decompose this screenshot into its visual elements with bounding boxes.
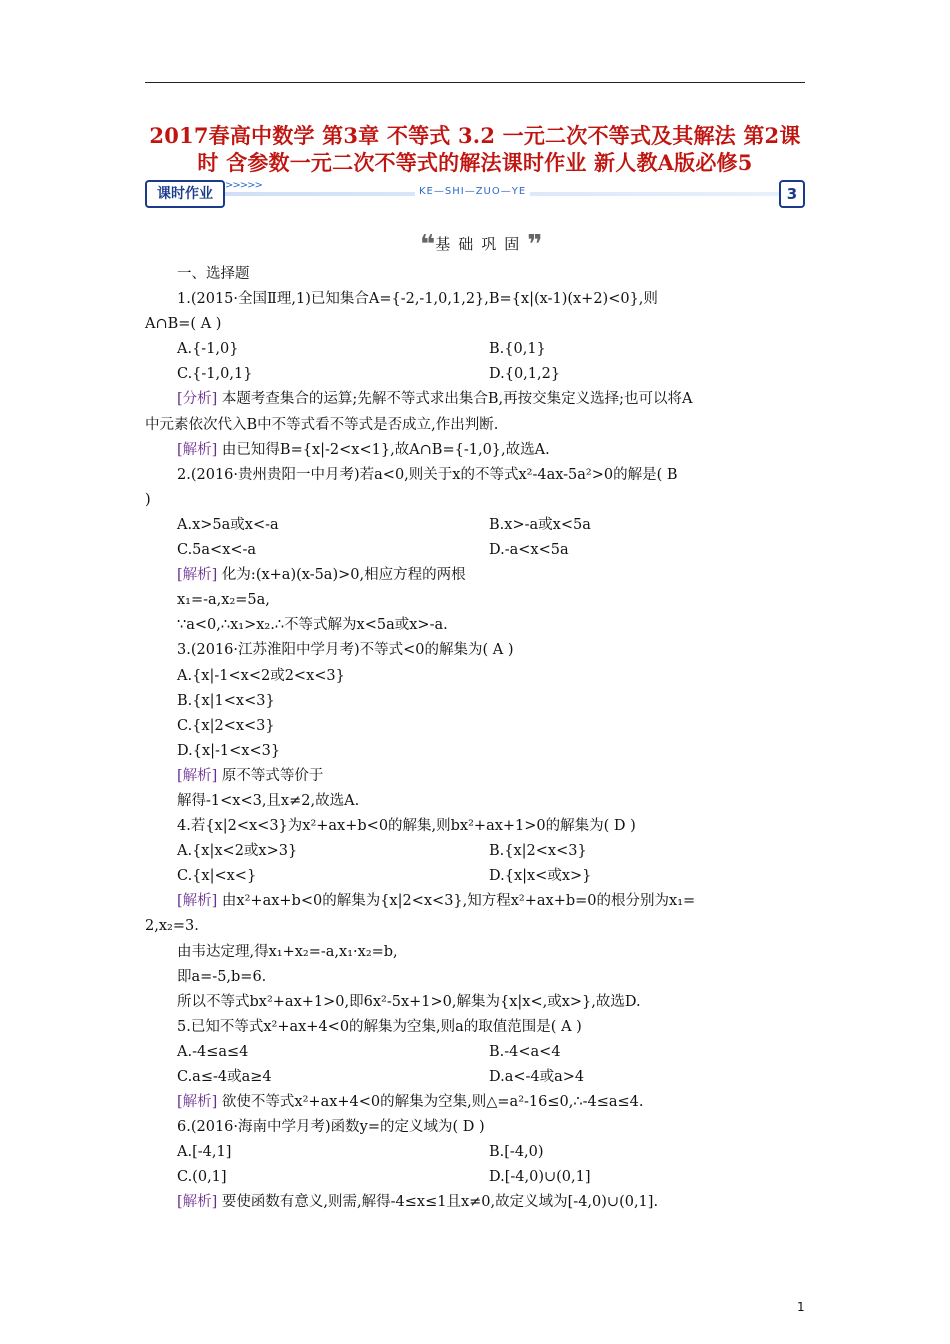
option-left: C.5a<x<-a	[177, 542, 257, 559]
header-rule	[145, 82, 805, 83]
option-left: A.{-1,0}	[177, 341, 239, 358]
answer-tag: [解析]	[177, 893, 218, 910]
text-line	[145, 513, 807, 538]
text-line	[145, 1065, 807, 1090]
option-right: D.{0,1,2}	[489, 366, 561, 383]
text-line	[145, 488, 807, 513]
text-line	[145, 1140, 807, 1165]
text-line	[145, 538, 807, 563]
option-right: B.{x|2<x<3}	[489, 843, 587, 860]
text-line	[145, 1115, 807, 1140]
line-text: 由韦达定理,得x₁+x₂=-a,x₁·x₂=b,	[177, 943, 398, 960]
line-text: 4.若{x|2<x<3}为x²+ax+b<0的解集,则bx²+ax+1>0的解集为( D )	[177, 818, 636, 835]
text-line	[145, 387, 807, 412]
line-text: 欲使不等式x²+ax+4<0的解集为空集,则△=a²-16≤0,∴-4≤a≤4.	[217, 1094, 644, 1111]
text-line	[145, 312, 807, 337]
text-line	[145, 714, 807, 739]
line-text: D.{x|-1<x<3}	[177, 742, 281, 759]
text-line	[145, 413, 807, 438]
exercise-body	[145, 262, 807, 1216]
answer-tag: [解析]	[177, 567, 218, 584]
text-line	[145, 990, 807, 1015]
option-left: A.{x|x<2或x>3}	[177, 843, 298, 860]
page-title: 2017春高中数学 第3章 不等式 3.2 一元二次不等式及其解法 第2课时 含参数一元二次不等式的解法课时作业 新人教A版必修5	[149, 123, 801, 175]
text-line	[145, 1040, 807, 1065]
text-line	[145, 362, 807, 387]
option-left: A.-4≤a≤4	[177, 1043, 249, 1060]
text-line	[145, 563, 807, 588]
option-left: A.[-4,1]	[177, 1144, 232, 1161]
section-heading	[420, 230, 543, 260]
line-text: A.{x|-1<x<2或2<x<3}	[177, 667, 345, 684]
option-left: A.x>5a或x<-a	[177, 516, 279, 533]
text-line	[145, 613, 807, 638]
line-text: 2,x₂=3.	[145, 918, 199, 935]
banner-arrows: >>>>>	[225, 180, 262, 191]
line-text: A∩B=( A )	[145, 316, 222, 333]
line-text: 中元素依次代入B中不等式看不等式是否成立,作出判断.	[145, 416, 499, 433]
text-line	[145, 588, 807, 613]
text-line	[145, 638, 807, 663]
line-text: 6.(2016·海南中学月考)函数y=的定义域为( D )	[177, 1119, 485, 1136]
option-left: C.{x|<x<}	[177, 868, 257, 885]
text-line	[145, 337, 807, 362]
line-text: 一、选择题	[177, 266, 250, 282]
line-text: ∵a<0,∴x₁>x₂.∴不等式解为x<5a或x>-a.	[177, 617, 448, 634]
option-right: D.-a<x<5a	[489, 542, 569, 559]
text-line	[145, 287, 807, 312]
text-line	[145, 262, 807, 287]
text-line	[145, 889, 807, 914]
line-text: 所以不等式bx²+ax+1>0,即6x²-5x+1>0,解集为{x|x<,或x>},故选D.	[177, 993, 641, 1010]
text-line	[145, 438, 807, 463]
line-text: 化为:(x+a)(x-5a)>0,相应方程的两根	[217, 567, 466, 584]
option-right: B.-4<a<4	[489, 1043, 561, 1060]
line-text: 由已知得B={x|-2<x<1},故A∩B={-1,0},故选A.	[217, 441, 550, 458]
banner-pinyin: KE—SHI—ZUO—YE	[415, 186, 530, 197]
text-line	[145, 1165, 807, 1190]
text-line	[145, 940, 807, 965]
page-number: 1	[797, 1300, 805, 1314]
text-line	[145, 1090, 807, 1115]
answer-tag: [分析]	[177, 391, 218, 408]
text-line	[145, 1015, 807, 1040]
section-title: 基础巩固	[435, 235, 528, 253]
option-right: D.[-4,0)∪(0,1]	[489, 1169, 591, 1186]
text-line	[145, 689, 807, 714]
banner-number: 3	[779, 180, 805, 208]
line-text: 1.(2015·全国Ⅱ理,1)已知集合A={-2,-1,0,1,2},B={x|(x-1)(x+2)<0},则	[177, 291, 658, 308]
line-text: 5.已知不等式x²+ax+4<0的解集为空集,则a的取值范围是( A )	[177, 1018, 582, 1035]
line-text: C.{x|2<x<3}	[177, 717, 275, 734]
option-right: D.a<-4或a>4	[489, 1069, 585, 1085]
text-line	[145, 814, 807, 839]
option-left: C.(0,1]	[177, 1169, 227, 1186]
answer-tag: [解析]	[177, 1094, 218, 1111]
open-quote-icon: ❝	[420, 230, 436, 260]
banner-label: 课时作业	[145, 180, 225, 208]
line-text: 3.(2016·江苏淮阳中学月考)不等式<0的解集为( A )	[177, 642, 514, 659]
close-quote-icon: ❞	[527, 230, 543, 260]
option-right: D.{x|x<或x>}	[489, 868, 592, 885]
text-line	[145, 664, 807, 689]
text-line	[145, 839, 807, 864]
option-left: C.{-1,0,1}	[177, 366, 253, 383]
line-text: B.{x|1<x<3}	[177, 692, 275, 709]
text-line	[145, 739, 807, 764]
line-text: 要使函数有意义,则需,解得-4≤x≤1且x≠0,故定义域为[-4,0)∪(0,1].	[217, 1194, 659, 1211]
option-left: C.a≤-4或a≥4	[177, 1069, 272, 1085]
text-line	[145, 463, 807, 488]
line-text: )	[145, 491, 151, 508]
line-text: x₁=-a,x₂=5a,	[177, 592, 270, 609]
line-text: 解得-1<x<3,且x≠2,故选A.	[177, 792, 360, 809]
text-line	[145, 965, 807, 990]
line-text: 本题考查集合的运算;先解不等式求出集合B,再按交集定义选择;也可以将A	[217, 391, 693, 408]
text-line	[145, 914, 807, 939]
text-line	[145, 1190, 807, 1215]
text-line	[145, 789, 807, 814]
line-text: 原不等式等价于	[217, 767, 324, 784]
line-text: 即a=-5,b=6.	[177, 968, 267, 985]
line-text: 2.(2016·贵州贵阳一中月考)若a<0,则关于x的不等式x²-4ax-5a²>0的解是( B	[177, 466, 678, 483]
option-right: B.{0,1}	[489, 341, 546, 358]
answer-tag: [解析]	[177, 441, 218, 458]
text-line	[145, 764, 807, 789]
option-right: B.x>-a或x<5a	[489, 516, 591, 533]
homework-banner	[145, 178, 805, 208]
answer-tag: [解析]	[177, 1194, 218, 1211]
option-right: B.[-4,0)	[489, 1144, 544, 1161]
line-text: 由x²+ax+b<0的解集为{x|2<x<3},知方程x²+ax+b=0的根分别为x₁=	[217, 893, 696, 910]
answer-tag: [解析]	[177, 767, 218, 784]
text-line	[145, 864, 807, 889]
